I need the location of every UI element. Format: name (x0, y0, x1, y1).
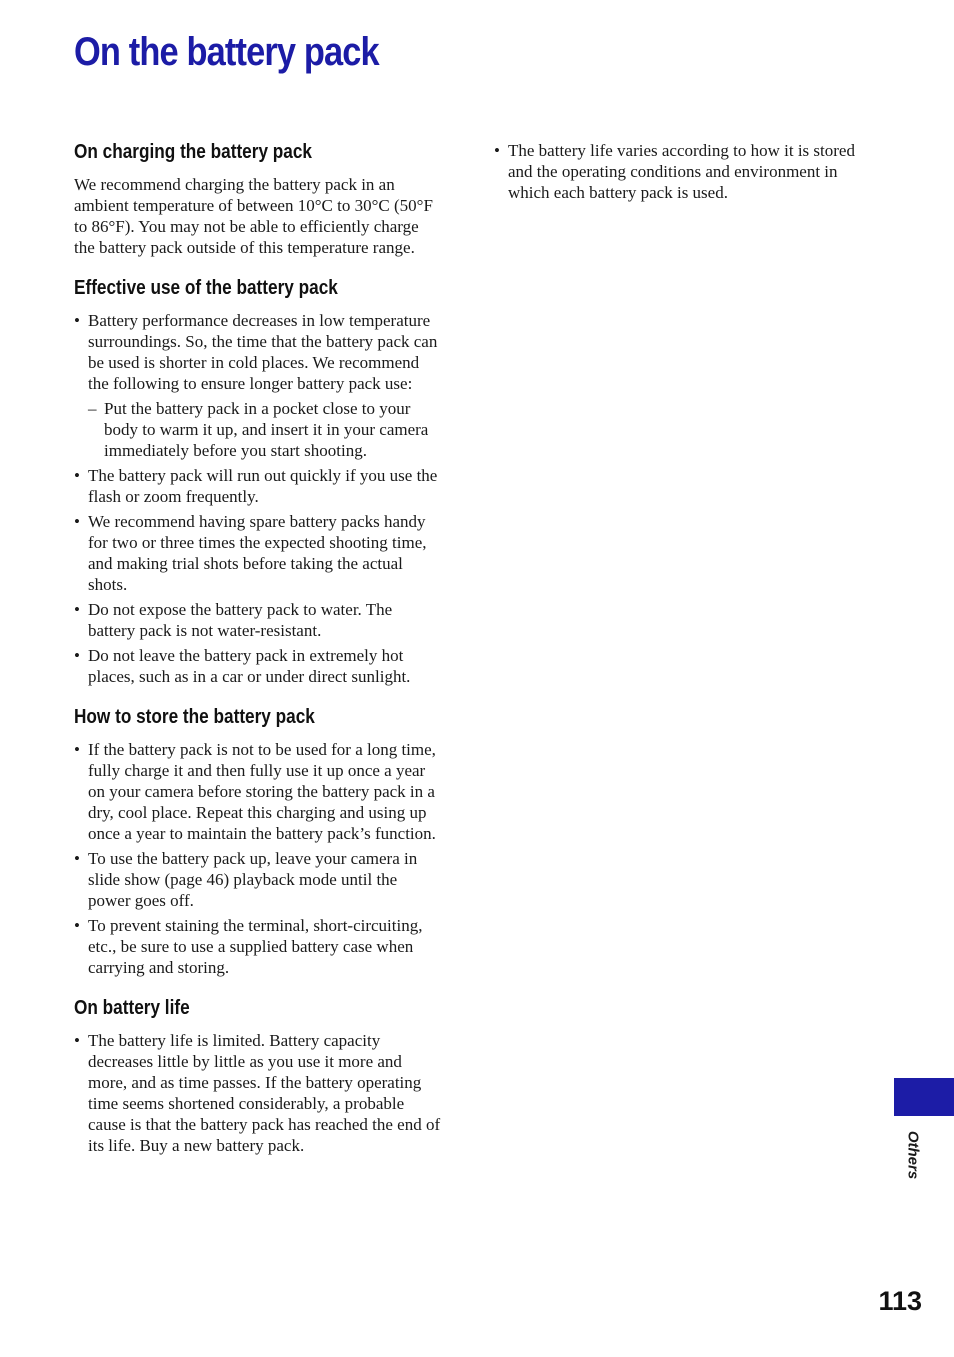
section-effective-use (74, 275, 442, 687)
paragraph-charging: We recommend charging the battery pack in an ambient temperature of between 10°C to 30°C (50°F to 86°F). You may not be able to efficiently charge the battery pack outside of this temperature range. (74, 175, 433, 257)
list-item: • The battery pack will run out quickly if you use the flash or zoom frequently. (74, 465, 442, 507)
sub-list (88, 398, 442, 461)
list-item: • Do not leave the battery pack in extremely hot places, such as in a car or under direct sunlight. (74, 645, 442, 687)
list-item: • To prevent staining the terminal, short-circuiting, etc., be sure to use a supplied battery case when carrying and storing. (74, 915, 442, 978)
bullet-list-battery-life-continued (494, 140, 866, 203)
section-tab-marker (894, 1078, 954, 1116)
bullet-list-battery-life (74, 1030, 442, 1156)
section-heading-charging: On charging the battery pack (74, 141, 312, 163)
list-item (74, 310, 442, 461)
page-title: On the battery pack (74, 30, 379, 74)
list-item: • If the battery pack is not to be used for a long time, fully charge it and then fully use it up once a year on your camera before storing the battery pack in a dry, cool place. Repeat this charging and using up once a year to maintain the battery pack’s function. (74, 739, 442, 844)
list-item-text: Battery performance decreases in low temperature surroundings. So, the time that the battery pack can be used is shorter in cold places. We recommend the following to ensure longer battery pack use: (88, 311, 438, 393)
list-item: • The battery life varies according to how it is stored and the operating conditions and environment in which each battery pack is used. (494, 140, 866, 203)
section-storage (74, 704, 442, 978)
section-heading-battery-life: On battery life (74, 997, 190, 1019)
section-charging (74, 139, 442, 258)
right-column (494, 140, 866, 207)
list-item: • To use the battery pack up, leave your camera in slide show (page 46) playback mode until the power goes off. (74, 848, 442, 911)
bullet-list-storage (74, 739, 442, 978)
list-item: • Do not expose the battery pack to water. The battery pack is not water-resistant. (74, 599, 442, 641)
section-heading-storage: How to store the battery pack (74, 706, 315, 728)
left-column (74, 139, 442, 1173)
page-number: 113 (878, 1286, 922, 1316)
section-battery-life (74, 995, 442, 1156)
section-tab-label: Others (904, 1130, 922, 1180)
list-item: • The battery life is limited. Battery capacity decreases little by little as you use it more and more, and as time passes. If the battery operating time seems shortened considerably, a probable cause is that the battery pack has reached the end of its life. Buy a new battery pack. (74, 1030, 442, 1156)
section-heading-effective-use: Effective use of the battery pack (74, 277, 338, 299)
bullet-list-effective-use (74, 310, 442, 687)
sub-list-item: – Put the battery pack in a pocket close to your body to warm it up, and insert it in your camera immediately before you start shooting. (88, 398, 442, 461)
list-item: • We recommend having spare battery packs handy for two or three times the expected shooting time, and making trial shots before taking the actual shots. (74, 511, 442, 595)
